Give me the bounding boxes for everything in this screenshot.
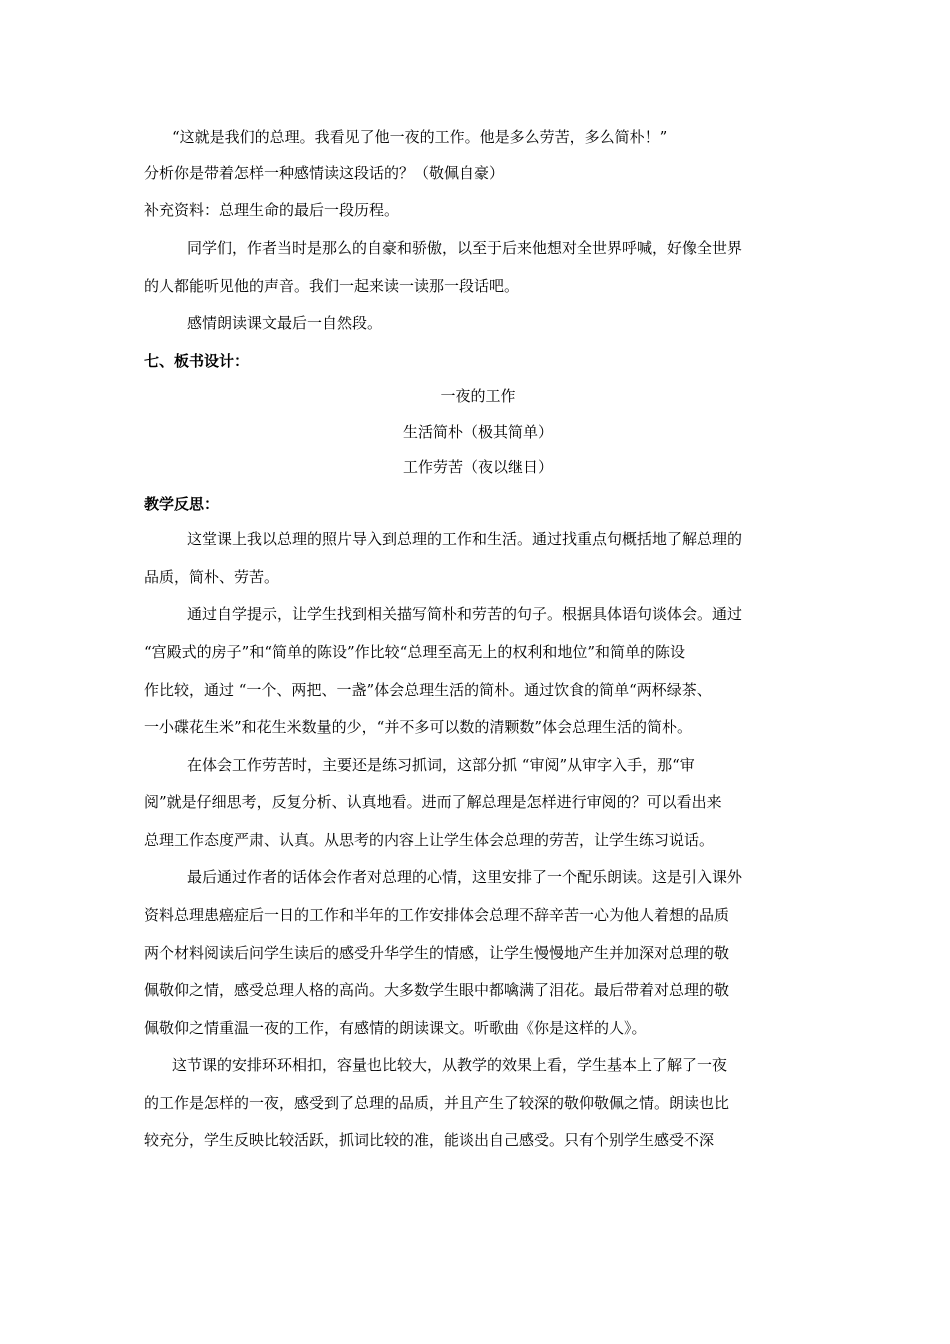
supplement-note: 补充资料：总理生命的最后一段历程。	[144, 201, 400, 219]
board-line-simple-life: 生活简朴（极其简单）	[402, 423, 553, 441]
reflection-p4-line-1: 最后通过作者的话体会作者对总理的心情，这里安排了一个配乐朗读。这是引入课外	[187, 868, 743, 886]
analysis-question: 分析你是带着怎样一种感情读这段话的？（敬佩自豪）	[144, 164, 505, 182]
reflection-p4-line-2: 资料总理患癌症后一日的工作和半年的工作安排体会总理不辞辛苦一心为他人着想的品质	[144, 906, 730, 924]
reflection-p1-line-2: 品质，简朴、劳苦。	[144, 568, 280, 586]
reflection-p3-line-1: 在体会工作劳苦时，主要还是练习抓词，这部分抓 “审阅”从审字入手，那“审	[187, 756, 695, 774]
intro-paragraph-line-1: 同学们，作者当时是那么的自豪和骄傲，以至于后来他想对全世界呼喊，好像全世界	[187, 239, 743, 257]
quote-paragraph: “这就是我们的总理。我看见了他一夜的工作。他是多么劳苦，多么简朴！”	[172, 128, 668, 146]
reflection-p3-line-3: 总理工作态度严肃、认真。从思考的内容上让学生体会总理的劳苦，让学生练习说话。	[144, 831, 715, 849]
reading-instruction: 感情朗读课文最后一自然段。	[187, 314, 383, 332]
reflection-p2-line-1: 通过自学提示，让学生找到相关描写简朴和劳苦的句子。根据具体语句谈体会。通过	[187, 605, 743, 623]
reflection-p2-line-3: 作比较，通过 “一个、两把、一盏”体会总理生活的简朴。通过饮食的简单“两杯绿茶、	[144, 681, 712, 699]
reflection-p5-line-2: 的工作是怎样的一夜，感受到了总理的品质，并且产生了较深的敬仰敬佩之情。朗读也比	[144, 1094, 730, 1112]
reflection-p5-line-3: 较充分，学生反映比较活跃，抓词比较的准，能谈出自己感受。只有个别学生感受不深	[144, 1131, 715, 1149]
reflection-p4-line-4: 佩敬仰之情，感受总理人格的高尚。大多数学生眼中都噙满了泪花。最后带着对总理的敬	[144, 981, 730, 999]
reflection-p5-line-1: 这节课的安排环环相扣，容量也比较大，从教学的效果上看，学生基本上了解了一夜	[172, 1056, 728, 1074]
board-line-hard-work: 工作劳苦（夜以继日）	[402, 458, 553, 476]
section-heading-reflection: 教学反思：	[144, 495, 220, 513]
reflection-p2-line-4: 一小碟花生米”和花生米数量的少，“并不多可以数的清颗数”体会总理生活的简朴。	[144, 718, 693, 736]
reflection-p3-line-2: 阅”就是仔细思考，反复分析、认真地看。进而了解总理是怎样进行审阅的？可以看出来	[144, 793, 722, 811]
board-title: 一夜的工作	[440, 387, 516, 405]
reflection-p4-line-5: 佩敬仰之情重温一夜的工作，有感情的朗读课文。听歌曲《你是这样的人》。	[144, 1019, 647, 1037]
reflection-p4-line-3: 两个材料阅读后问学生读后的感受升华学生的情感，让学生慢慢地产生并加深对总理的敬	[144, 944, 730, 962]
reflection-p1-line-1: 这堂课上我以总理的照片导入到总理的工作和生活。通过找重点句概括地了解总理的	[187, 530, 743, 548]
reflection-p2-line-2: “宫殿式的房子”和“简单的陈设”作比较“总理至高无上的权利和地位”和简单的陈设	[144, 643, 686, 661]
intro-paragraph-line-2: 的人都能听见他的声音。我们一起来读一读那一段话吧。	[144, 277, 520, 295]
section-heading-board-design: 七、板书设计：	[144, 352, 250, 370]
